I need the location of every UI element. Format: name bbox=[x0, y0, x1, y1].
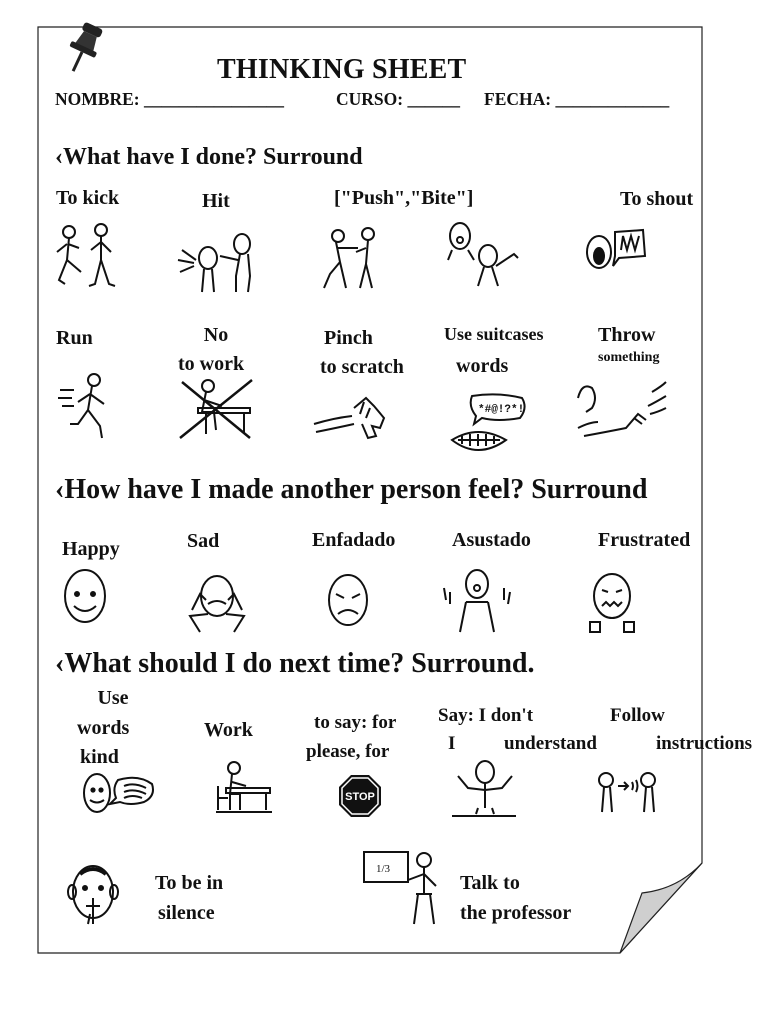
label-to-kick: To kick bbox=[56, 187, 120, 209]
label-hit: Hit bbox=[202, 190, 230, 212]
shrugging-person-icon[interactable] bbox=[452, 760, 518, 818]
label-the-professor: the professor bbox=[460, 902, 572, 924]
section1-question: ‹What have I done? Surround bbox=[55, 144, 363, 170]
label-to-scratch: to scratch bbox=[320, 356, 404, 378]
teacher-at-board-icon[interactable] bbox=[362, 850, 442, 926]
label-follow: Follow bbox=[610, 705, 665, 726]
swearing-mouth-icon[interactable] bbox=[448, 392, 528, 462]
label-words: words bbox=[456, 355, 509, 377]
happy-face-icon[interactable] bbox=[60, 566, 110, 626]
date-field[interactable]: FECHA: _____________ bbox=[484, 89, 670, 109]
label-something: something bbox=[598, 350, 660, 365]
listening-children-icon[interactable] bbox=[596, 770, 660, 814]
sad-crying-face-icon[interactable] bbox=[182, 570, 252, 634]
stop-sign-text: STOP bbox=[345, 791, 375, 803]
silence-finger-icon[interactable] bbox=[62, 862, 124, 928]
section3-question: ‹What should I do next time? Surround. bbox=[55, 648, 535, 679]
angry-face-icon[interactable] bbox=[324, 572, 372, 628]
label-no: No bbox=[203, 324, 229, 346]
label-instructions: instructions bbox=[656, 733, 753, 754]
label-say-i-dont: Say: I don't bbox=[438, 705, 534, 726]
label-understand: understand bbox=[504, 733, 597, 754]
label-silence: silence bbox=[158, 902, 215, 924]
swear-text: *#@!?*! bbox=[478, 404, 525, 416]
pinching-hand-icon[interactable] bbox=[314, 388, 390, 440]
label-push-bite: ["Push","Bite"] bbox=[334, 187, 474, 209]
label-happy: Happy bbox=[62, 538, 120, 560]
label-asustado: Asustado bbox=[452, 529, 531, 551]
label-enfadado: Enfadado bbox=[312, 529, 396, 551]
section2-question: ‹How have I made another person feel? Surround bbox=[55, 474, 648, 505]
stop-sign-icon[interactable] bbox=[337, 773, 383, 819]
scared-person-icon[interactable] bbox=[442, 568, 512, 634]
child-hitting-icon[interactable] bbox=[176, 230, 261, 294]
label-run: Run bbox=[56, 327, 93, 349]
label-please-for: please, for bbox=[306, 741, 390, 762]
board-fraction: 1/3 bbox=[376, 863, 391, 875]
name-field[interactable]: NOMBRE: ________________ bbox=[55, 89, 284, 109]
kind-words-face-icon[interactable] bbox=[82, 772, 156, 814]
label-use-suitcases: Use suitcases bbox=[444, 324, 544, 344]
children-pushing-icon[interactable] bbox=[318, 226, 384, 292]
running-child-icon[interactable] bbox=[58, 372, 114, 442]
child-at-desk-icon[interactable] bbox=[210, 760, 272, 814]
course-field[interactable]: CURSO: ______ bbox=[336, 89, 460, 109]
two-children-kicking-icon[interactable] bbox=[55, 222, 117, 294]
throwing-hand-icon[interactable] bbox=[576, 378, 668, 438]
child-biting-icon[interactable] bbox=[444, 220, 522, 290]
label-kind: kind bbox=[80, 746, 119, 768]
label-frustrated: Frustrated bbox=[598, 529, 691, 551]
pushpin-icon bbox=[60, 18, 110, 78]
crossed-out-desk-icon[interactable] bbox=[176, 378, 256, 440]
label-pinch: Pinch bbox=[324, 327, 373, 349]
label-sad: Sad bbox=[187, 530, 220, 552]
label-to-shout: To shout bbox=[620, 188, 694, 210]
label-i: I bbox=[448, 733, 456, 754]
label-to-say-for: to say: for bbox=[314, 712, 397, 733]
frustrated-face-icon[interactable] bbox=[584, 570, 640, 636]
label-to-work: to work bbox=[178, 353, 245, 375]
label-throw: Throw bbox=[598, 324, 656, 346]
label-to-be-in: To be in bbox=[155, 872, 224, 894]
label-work: Work bbox=[204, 719, 253, 741]
label-words-kind-1: words bbox=[77, 717, 130, 739]
label-talk-to: Talk to bbox=[460, 872, 520, 894]
shouting-face-icon[interactable] bbox=[585, 226, 647, 272]
label-use: Use bbox=[97, 687, 129, 709]
page-title: THINKING SHEET bbox=[217, 54, 467, 85]
